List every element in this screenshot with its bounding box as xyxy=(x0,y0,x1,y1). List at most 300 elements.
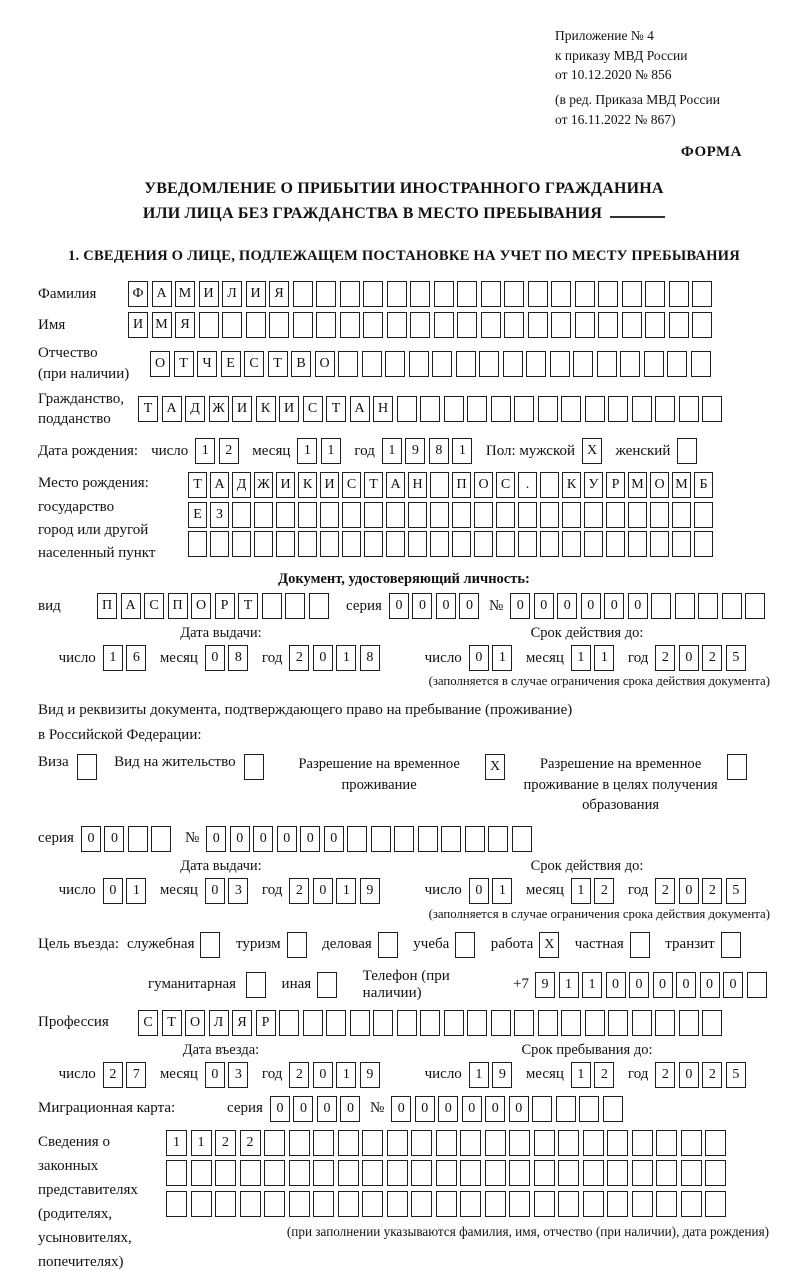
form-cell[interactable] xyxy=(430,502,449,528)
form-cell[interactable] xyxy=(222,312,242,338)
form-cell[interactable] xyxy=(534,1130,555,1156)
form-cell[interactable] xyxy=(387,1130,408,1156)
form-cell[interactable]: 2 xyxy=(702,1062,722,1088)
form-cell[interactable] xyxy=(430,531,449,557)
form-cell[interactable]: 0 xyxy=(676,972,696,998)
form-cell[interactable] xyxy=(583,1130,604,1156)
form-cell[interactable] xyxy=(583,1160,604,1186)
form-cell[interactable] xyxy=(420,396,440,422)
form-cell[interactable]: 9 xyxy=(535,972,555,998)
form-cell[interactable] xyxy=(373,1010,393,1036)
form-cell[interactable]: Д xyxy=(232,472,251,498)
form-cell[interactable] xyxy=(326,1010,346,1036)
form-cell[interactable]: 1 xyxy=(571,878,591,904)
form-cell[interactable]: О xyxy=(650,472,669,498)
form-cell[interactable]: С xyxy=(244,351,264,377)
form-cell[interactable] xyxy=(488,826,508,852)
form-cell[interactable]: 2 xyxy=(702,645,722,671)
form-cell[interactable] xyxy=(293,312,313,338)
form-cell[interactable] xyxy=(702,1010,722,1036)
form-cell[interactable] xyxy=(702,396,722,422)
form-cell[interactable] xyxy=(584,502,603,528)
form-cell[interactable]: 1 xyxy=(382,438,402,464)
form-cell[interactable] xyxy=(518,502,537,528)
form-cell[interactable]: 0 xyxy=(277,826,297,852)
form-cell[interactable] xyxy=(705,1130,726,1156)
form-cell[interactable] xyxy=(518,531,537,557)
form-cell[interactable] xyxy=(558,1191,579,1217)
form-cell[interactable] xyxy=(316,281,336,307)
form-cell[interactable]: 0 xyxy=(462,1096,482,1122)
form-cell[interactable] xyxy=(528,312,548,338)
form-cell[interactable] xyxy=(679,1010,699,1036)
form-cell[interactable]: 0 xyxy=(313,1062,333,1088)
form-cell[interactable] xyxy=(397,396,417,422)
form-cell[interactable]: 0 xyxy=(628,593,648,619)
form-cell[interactable] xyxy=(378,932,398,958)
form-cell[interactable]: 0 xyxy=(313,645,333,671)
form-cell[interactable] xyxy=(628,502,647,528)
form-cell[interactable] xyxy=(191,1160,212,1186)
form-cell[interactable] xyxy=(264,1160,285,1186)
form-cell[interactable] xyxy=(481,281,501,307)
form-cell[interactable] xyxy=(485,1160,506,1186)
form-cell[interactable] xyxy=(418,826,438,852)
form-cell[interactable] xyxy=(681,1160,702,1186)
form-cell[interactable]: Т xyxy=(268,351,288,377)
form-cell[interactable]: Ж xyxy=(209,396,229,422)
form-cell[interactable]: 3 xyxy=(228,1062,248,1088)
form-cell[interactable]: И xyxy=(320,472,339,498)
form-cell[interactable]: С xyxy=(342,472,361,498)
form-cell[interactable]: 9 xyxy=(492,1062,512,1088)
form-cell[interactable] xyxy=(628,531,647,557)
form-cell[interactable]: 0 xyxy=(340,1096,360,1122)
form-cell[interactable]: В xyxy=(291,351,311,377)
form-cell[interactable]: 0 xyxy=(469,878,489,904)
form-cell[interactable]: М xyxy=(152,312,172,338)
form-cell[interactable] xyxy=(362,1130,383,1156)
form-cell[interactable]: 0 xyxy=(436,593,456,619)
form-cell[interactable]: 2 xyxy=(219,438,239,464)
form-cell[interactable]: 9 xyxy=(360,1062,380,1088)
form-cell[interactable] xyxy=(509,1130,530,1156)
form-cell[interactable] xyxy=(434,281,454,307)
form-cell[interactable] xyxy=(655,1010,675,1036)
form-cell[interactable] xyxy=(244,754,264,780)
form-cell[interactable]: И xyxy=(128,312,148,338)
form-cell[interactable]: 1 xyxy=(103,645,123,671)
form-cell[interactable] xyxy=(534,1160,555,1186)
form-cell[interactable] xyxy=(558,1130,579,1156)
form-cell[interactable]: 1 xyxy=(166,1130,187,1156)
form-cell[interactable] xyxy=(509,1160,530,1186)
form-cell[interactable] xyxy=(656,1160,677,1186)
form-cell[interactable]: 0 xyxy=(629,972,649,998)
form-cell[interactable] xyxy=(350,1010,370,1036)
form-cell[interactable] xyxy=(199,312,219,338)
form-cell[interactable] xyxy=(371,826,391,852)
form-cell[interactable]: А xyxy=(386,472,405,498)
form-cell[interactable] xyxy=(397,1010,417,1036)
form-cell[interactable]: И xyxy=(199,281,219,307)
form-cell[interactable] xyxy=(340,312,360,338)
form-cell[interactable]: 1 xyxy=(452,438,472,464)
form-cell[interactable] xyxy=(562,531,581,557)
form-cell[interactable]: С xyxy=(138,1010,158,1036)
form-cell[interactable]: 1 xyxy=(559,972,579,998)
form-cell[interactable] xyxy=(585,1010,605,1036)
form-cell[interactable] xyxy=(467,1010,487,1036)
form-cell[interactable]: 2 xyxy=(594,1062,614,1088)
form-cell[interactable]: X xyxy=(539,932,559,958)
form-cell[interactable] xyxy=(460,1130,481,1156)
form-cell[interactable] xyxy=(293,281,313,307)
form-cell[interactable] xyxy=(338,351,358,377)
form-cell[interactable] xyxy=(496,531,515,557)
form-cell[interactable] xyxy=(364,502,383,528)
form-cell[interactable] xyxy=(561,1010,581,1036)
form-cell[interactable]: 0 xyxy=(206,826,226,852)
form-cell[interactable] xyxy=(246,312,266,338)
form-cell[interactable]: 0 xyxy=(606,972,626,998)
form-cell[interactable] xyxy=(608,1010,628,1036)
form-cell[interactable]: 1 xyxy=(582,972,602,998)
form-cell[interactable]: 0 xyxy=(679,645,699,671)
form-cell[interactable] xyxy=(491,396,511,422)
form-cell[interactable] xyxy=(434,312,454,338)
form-cell[interactable] xyxy=(598,281,618,307)
form-cell[interactable] xyxy=(191,1191,212,1217)
form-cell[interactable] xyxy=(289,1130,310,1156)
form-cell[interactable] xyxy=(694,531,713,557)
form-cell[interactable] xyxy=(387,281,407,307)
form-cell[interactable] xyxy=(313,1130,334,1156)
form-cell[interactable] xyxy=(452,531,471,557)
form-cell[interactable] xyxy=(538,1010,558,1036)
form-cell[interactable] xyxy=(411,1130,432,1156)
form-cell[interactable]: О xyxy=(315,351,335,377)
form-cell[interactable] xyxy=(677,438,697,464)
form-cell[interactable]: Л xyxy=(209,1010,229,1036)
form-cell[interactable] xyxy=(485,1191,506,1217)
form-cell[interactable] xyxy=(558,1160,579,1186)
form-cell[interactable] xyxy=(607,1191,628,1217)
form-cell[interactable] xyxy=(210,531,229,557)
form-cell[interactable]: 0 xyxy=(534,593,554,619)
form-cell[interactable] xyxy=(584,531,603,557)
form-cell[interactable] xyxy=(705,1191,726,1217)
form-cell[interactable] xyxy=(556,1096,576,1122)
form-cell[interactable] xyxy=(745,593,765,619)
form-cell[interactable] xyxy=(532,1096,552,1122)
form-cell[interactable]: 2 xyxy=(215,1130,236,1156)
form-cell[interactable] xyxy=(387,1191,408,1217)
form-cell[interactable]: 0 xyxy=(509,1096,529,1122)
form-cell[interactable] xyxy=(583,1191,604,1217)
form-cell[interactable]: 1 xyxy=(469,1062,489,1088)
form-cell[interactable] xyxy=(240,1160,261,1186)
form-cell[interactable]: 1 xyxy=(126,878,146,904)
form-cell[interactable] xyxy=(692,312,712,338)
form-cell[interactable]: 0 xyxy=(679,1062,699,1088)
form-cell[interactable] xyxy=(562,502,581,528)
form-cell[interactable] xyxy=(232,531,251,557)
form-cell[interactable]: А xyxy=(162,396,182,422)
form-cell[interactable] xyxy=(232,502,251,528)
form-cell[interactable] xyxy=(409,351,429,377)
form-cell[interactable] xyxy=(632,1191,653,1217)
form-cell[interactable]: У xyxy=(584,472,603,498)
form-cell[interactable] xyxy=(551,312,571,338)
form-cell[interactable] xyxy=(540,531,559,557)
form-cell[interactable]: 0 xyxy=(205,645,225,671)
form-cell[interactable] xyxy=(285,593,305,619)
form-cell[interactable]: 6 xyxy=(126,645,146,671)
form-cell[interactable]: Т xyxy=(326,396,346,422)
form-cell[interactable]: 2 xyxy=(594,878,614,904)
form-cell[interactable] xyxy=(362,351,382,377)
form-cell[interactable]: 0 xyxy=(104,826,124,852)
form-cell[interactable] xyxy=(607,1160,628,1186)
form-cell[interactable] xyxy=(363,312,383,338)
form-cell[interactable] xyxy=(551,281,571,307)
form-cell[interactable] xyxy=(526,351,546,377)
form-cell[interactable]: Т xyxy=(174,351,194,377)
form-cell[interactable] xyxy=(254,502,273,528)
form-cell[interactable] xyxy=(597,351,617,377)
form-cell[interactable] xyxy=(672,502,691,528)
form-cell[interactable] xyxy=(313,1191,334,1217)
form-cell[interactable]: 8 xyxy=(429,438,449,464)
form-cell[interactable]: М xyxy=(628,472,647,498)
form-cell[interactable] xyxy=(317,972,337,998)
form-cell[interactable] xyxy=(410,281,430,307)
form-cell[interactable] xyxy=(509,1191,530,1217)
form-cell[interactable]: Ж xyxy=(254,472,273,498)
form-cell[interactable] xyxy=(694,502,713,528)
form-cell[interactable]: 1 xyxy=(336,1062,356,1088)
form-cell[interactable] xyxy=(620,351,640,377)
form-cell[interactable]: 0 xyxy=(313,878,333,904)
form-cell[interactable]: 0 xyxy=(459,593,479,619)
form-cell[interactable] xyxy=(386,531,405,557)
form-cell[interactable] xyxy=(215,1191,236,1217)
form-cell[interactable]: 2 xyxy=(240,1130,261,1156)
form-cell[interactable]: Л xyxy=(222,281,242,307)
form-cell[interactable] xyxy=(215,1160,236,1186)
form-cell[interactable] xyxy=(504,312,524,338)
form-cell[interactable] xyxy=(362,1160,383,1186)
form-cell[interactable] xyxy=(675,593,695,619)
form-cell[interactable]: Т xyxy=(188,472,207,498)
form-cell[interactable]: 2 xyxy=(655,1062,675,1088)
form-cell[interactable] xyxy=(246,972,266,998)
form-cell[interactable]: 7 xyxy=(126,1062,146,1088)
form-cell[interactable] xyxy=(504,281,524,307)
form-cell[interactable] xyxy=(598,312,618,338)
form-cell[interactable] xyxy=(607,1130,628,1156)
form-cell[interactable] xyxy=(481,312,501,338)
form-cell[interactable] xyxy=(561,396,581,422)
form-cell[interactable] xyxy=(681,1130,702,1156)
form-cell[interactable]: Ч xyxy=(197,351,217,377)
form-cell[interactable] xyxy=(669,312,689,338)
form-cell[interactable] xyxy=(347,826,367,852)
form-cell[interactable] xyxy=(579,1096,599,1122)
form-cell[interactable] xyxy=(667,351,687,377)
form-cell[interactable] xyxy=(456,351,476,377)
form-cell[interactable] xyxy=(540,502,559,528)
form-cell[interactable] xyxy=(166,1160,187,1186)
form-cell[interactable]: 2 xyxy=(289,1062,309,1088)
form-cell[interactable] xyxy=(632,1160,653,1186)
form-cell[interactable] xyxy=(444,396,464,422)
form-cell[interactable]: 0 xyxy=(581,593,601,619)
form-cell[interactable]: 0 xyxy=(723,972,743,998)
form-cell[interactable]: П xyxy=(168,593,188,619)
form-cell[interactable] xyxy=(264,1191,285,1217)
form-cell[interactable] xyxy=(585,396,605,422)
form-cell[interactable] xyxy=(320,502,339,528)
form-cell[interactable]: Е xyxy=(221,351,241,377)
form-cell[interactable] xyxy=(669,281,689,307)
form-cell[interactable] xyxy=(722,593,742,619)
form-cell[interactable] xyxy=(385,351,405,377)
form-cell[interactable] xyxy=(655,396,675,422)
form-cell[interactable] xyxy=(320,531,339,557)
form-cell[interactable] xyxy=(457,281,477,307)
form-cell[interactable]: Т xyxy=(138,396,158,422)
form-cell[interactable] xyxy=(622,281,642,307)
form-cell[interactable] xyxy=(467,396,487,422)
form-cell[interactable]: О xyxy=(185,1010,205,1036)
form-cell[interactable]: Н xyxy=(408,472,427,498)
form-cell[interactable] xyxy=(534,1191,555,1217)
form-cell[interactable]: 1 xyxy=(191,1130,212,1156)
form-cell[interactable] xyxy=(387,1160,408,1186)
form-cell[interactable]: 0 xyxy=(81,826,101,852)
form-cell[interactable] xyxy=(656,1130,677,1156)
form-cell[interactable] xyxy=(342,502,361,528)
form-cell[interactable]: К xyxy=(562,472,581,498)
form-cell[interactable]: 0 xyxy=(604,593,624,619)
form-cell[interactable] xyxy=(514,1010,534,1036)
form-cell[interactable] xyxy=(313,1160,334,1186)
form-cell[interactable] xyxy=(672,531,691,557)
form-cell[interactable] xyxy=(747,972,767,998)
form-cell[interactable] xyxy=(287,932,307,958)
form-cell[interactable] xyxy=(603,1096,623,1122)
form-cell[interactable] xyxy=(309,593,329,619)
form-cell[interactable] xyxy=(362,1191,383,1217)
form-cell[interactable] xyxy=(151,826,171,852)
form-cell[interactable]: 0 xyxy=(469,645,489,671)
form-cell[interactable] xyxy=(338,1191,359,1217)
form-cell[interactable] xyxy=(650,531,669,557)
form-cell[interactable] xyxy=(264,1130,285,1156)
form-cell[interactable]: 0 xyxy=(485,1096,505,1122)
form-cell[interactable]: 2 xyxy=(655,645,675,671)
form-cell[interactable]: 1 xyxy=(195,438,215,464)
form-cell[interactable]: Ф xyxy=(128,281,148,307)
form-cell[interactable]: 1 xyxy=(492,645,512,671)
form-cell[interactable]: 0 xyxy=(391,1096,411,1122)
form-cell[interactable]: И xyxy=(276,472,295,498)
form-cell[interactable] xyxy=(632,1010,652,1036)
form-cell[interactable]: 0 xyxy=(653,972,673,998)
form-cell[interactable] xyxy=(727,754,747,780)
form-cell[interactable]: 0 xyxy=(300,826,320,852)
form-cell[interactable] xyxy=(650,502,669,528)
form-cell[interactable]: 0 xyxy=(205,878,225,904)
form-cell[interactable] xyxy=(491,1010,511,1036)
form-cell[interactable] xyxy=(436,1130,457,1156)
form-cell[interactable]: О xyxy=(191,593,211,619)
form-cell[interactable]: 1 xyxy=(321,438,341,464)
form-cell[interactable]: П xyxy=(97,593,117,619)
form-cell[interactable] xyxy=(411,1160,432,1186)
form-cell[interactable] xyxy=(444,1010,464,1036)
form-cell[interactable]: 9 xyxy=(405,438,425,464)
form-cell[interactable] xyxy=(188,531,207,557)
form-cell[interactable] xyxy=(538,396,558,422)
form-cell[interactable]: А xyxy=(350,396,370,422)
form-cell[interactable]: 8 xyxy=(228,645,248,671)
form-cell[interactable]: З xyxy=(210,502,229,528)
form-cell[interactable]: К xyxy=(256,396,276,422)
form-cell[interactable] xyxy=(575,312,595,338)
form-cell[interactable] xyxy=(386,502,405,528)
form-cell[interactable]: 0 xyxy=(270,1096,290,1122)
form-cell[interactable]: 0 xyxy=(700,972,720,998)
form-cell[interactable]: А xyxy=(210,472,229,498)
form-cell[interactable]: 5 xyxy=(726,645,746,671)
form-cell[interactable]: 5 xyxy=(726,1062,746,1088)
form-cell[interactable] xyxy=(606,502,625,528)
form-cell[interactable]: Р xyxy=(256,1010,276,1036)
form-cell[interactable]: 0 xyxy=(679,878,699,904)
form-cell[interactable] xyxy=(514,396,534,422)
form-cell[interactable]: 0 xyxy=(205,1062,225,1088)
form-cell[interactable] xyxy=(262,593,282,619)
form-cell[interactable]: М xyxy=(175,281,195,307)
form-cell[interactable]: Н xyxy=(373,396,393,422)
form-cell[interactable] xyxy=(420,1010,440,1036)
form-cell[interactable]: Т xyxy=(238,593,258,619)
form-cell[interactable] xyxy=(632,396,652,422)
form-cell[interactable]: 1 xyxy=(571,645,591,671)
form-cell[interactable]: 1 xyxy=(297,438,317,464)
form-cell[interactable] xyxy=(436,1160,457,1186)
form-cell[interactable] xyxy=(298,531,317,557)
form-cell[interactable] xyxy=(479,351,499,377)
form-cell[interactable]: О xyxy=(150,351,170,377)
form-cell[interactable] xyxy=(645,312,665,338)
form-cell[interactable]: 2 xyxy=(289,878,309,904)
form-cell[interactable] xyxy=(408,502,427,528)
form-cell[interactable] xyxy=(410,312,430,338)
form-cell[interactable]: А xyxy=(152,281,172,307)
form-cell[interactable] xyxy=(550,351,570,377)
form-cell[interactable] xyxy=(394,826,414,852)
form-cell[interactable]: X xyxy=(485,754,505,780)
form-cell[interactable] xyxy=(474,531,493,557)
form-cell[interactable] xyxy=(656,1191,677,1217)
form-cell[interactable] xyxy=(705,1160,726,1186)
form-cell[interactable] xyxy=(166,1191,187,1217)
form-cell[interactable] xyxy=(303,1010,323,1036)
